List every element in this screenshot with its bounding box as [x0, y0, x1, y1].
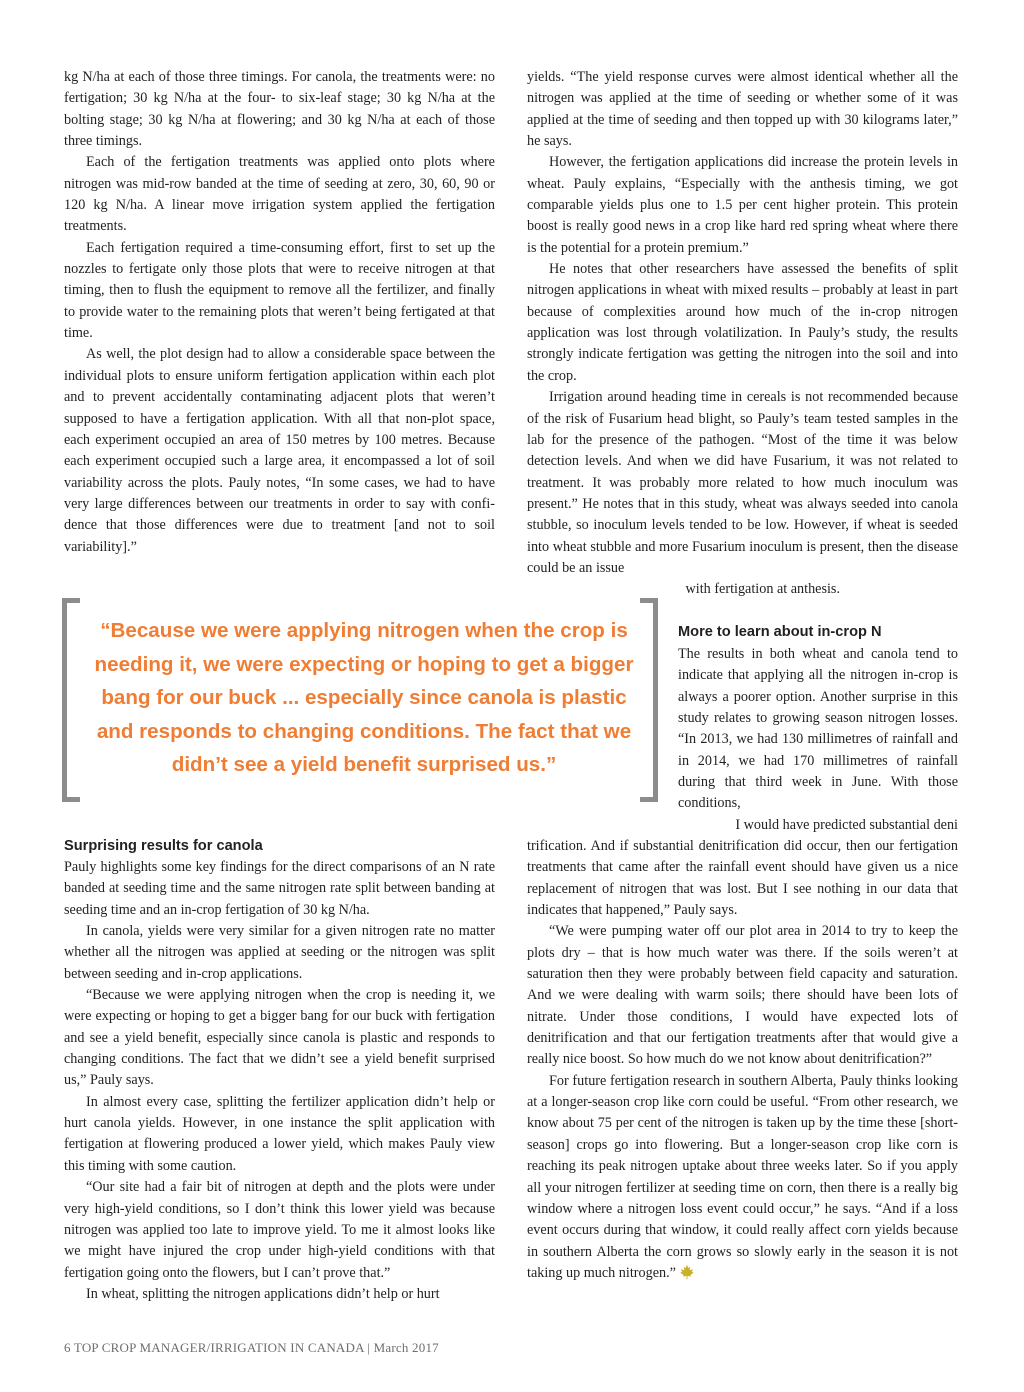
paragraph: “Because we were applying nitrogen when the crop is needing it, we were expecting or hoping to get a bigger bang for our buck with fertigation and see a yield benefit, especially since canola is plastic and responds to changing conditions. The fact that we didn’t see a yield benefit surprised us,” Pauly says.: [64, 987, 495, 1089]
paragraph-text: For future fertigation research in southern Alberta, Pauly thinks looking at a longer-season crop like corn could be useful. “From other research, we know about 75 per cent of the nitrogen is taken up by the time these [short-season] crops go into flowering. But a longer-season crop like corn is reaching its peak nitrogen uptake about three weeks later. So if you apply all your nitrogen fertilizer at seeding time on corn, then there is a really big window where a nitrogen loss event could occur,” he says. “And if a loss event occurs during that window, it could really affect corn yields because in southern Alberta the corn grows so slowly early in the season it is not taking up much nitrogen.”: [527, 1072, 958, 1281]
left-column-top: [64, 67, 495, 558]
left-column-bottom: [64, 836, 495, 1305]
section-heading-more-to-learn: More to learn about in-crop N: [678, 624, 882, 640]
maple-leaf-icon: [679, 1264, 695, 1280]
paragraph: The results in both wheat and canola tend to indicate that applying all the nitrogen in-crop is always a poorer option. Another surprise in this study relates to growing season nitrogen losses. “In 2013, we had 130 millimetres of rainfall and in 2014, we had 170 millimetres of rainfall during that third week in June. With those conditions,: [678, 646, 958, 812]
paragraph: “We were pumping water off our plot area in 2014 to try to keep the plots dry – that is how much water was there. If the soils weren’t at saturation then they were probably between field capacity and saturation. And we were dealing with warm soils; there should have been lots of nitrate. Under those conditions, I would have expected lots of denitrification and that our fertigation treatments after that would give a really nice boost. So how much do we not know about denitrification?”: [527, 923, 958, 1068]
paragraph: yields. “The yield response curves were almost identical whether all the nitrogen was applied at the time of seeding or whether some of it was applied at the time of seeding and then topped up with 30 kilograms later,” he says.: [527, 69, 958, 150]
paragraph: kg N/ha at each of those three timings. For canola, the treatments were: no fertigation; 30 kg N/ha at the four- to six-leaf stage; 30 kg N/ha at the bolting stage; 30 kg N/ha at flowering; and 30 kg N/ha at each of those three timings.: [64, 69, 495, 150]
paragraph: As well, the plot design had to allow a considerable space between the individual plots to ensure uniform fertigation application within each plot and to prevent accidentally contaminating adjacent plots that weren’t supposed to have a fertigation application. With all that non-plot space, each experiment occupied an area of 150 metres by 100 metres. Because each experiment occupied such a large area, it encompassed a lot of soil variability across the plots. Pauly notes, “In some cases, we had to have very large differences between our treatments in order to say with confidence that those differences were due to treatment [and not to soil variability].”: [64, 346, 495, 555]
paragraph: Irrigation around heading time in cereals is not recommended because of the risk of Fusarium head blight, so Pauly’s team tested samples in the lab for the presence of the pathogen. “Most of the time it was below detection levels. And when we did have Fusarium, it was not related to treatment. It was probably more related to how much inoculum was present.” He notes that in this study, wheat was always seeded into canola stubble, so inoculum levels tended to be low. However, if wheat is seeded into wheat stubble and more Fusarium inoculum is present, then the disease could be an issue: [527, 389, 958, 576]
paragraph: He notes that other researchers have assessed the benefits of split nitrogen applications in wheat with mixed results – probably at least in part because of complexities around how much of the in-crop nitrogen application was lost through volatilization. In Pauly’s study, the results strongly indicate fertigation was getting the nitrogen into the soil and into the crop.: [527, 261, 958, 384]
right-column-bottom: [527, 836, 958, 1284]
right-column-middle: [678, 622, 958, 836]
paragraph: Each fertigation required a time-consuming effort, first to set up the nozzles to fertigate only those plots that were to receive nitrogen at that timing, then to flush the equipment to remove all the fertilizer, and finally to provide water to the remaining plots that weren’t being fertigated at that time.: [64, 239, 495, 342]
section-heading-canola: Surprising results for canola: [64, 838, 263, 854]
pull-quote: [62, 598, 658, 804]
paragraph: trification. And if substantial denitrification did occur, then our fertigation treatments that came after the rainfall event should have given us a nice replacement of nitrogen that was lost. But I see nothing in our data that indicates that happened,” Pauly says.: [527, 838, 958, 919]
paragraph: “Our site had a fair bit of nitrogen at depth and the plots were under very high-yield conditions, so I don’t think this lower yield was because nitrogen was applied too late to improve yield. To me it almost looks like we might have injured the crop under high-yield conditions with that fertigation going onto the flowers, but I can’t prove that.”: [64, 1179, 495, 1281]
paragraph: Each of the fertigation treatments was applied onto plots where nitrogen was mid-row banded at the time of seeding at zero, 30, 60, 90 or 120 kg N/ha. A linear move irrigation system applied the fertigation treatments.: [64, 154, 495, 235]
right-bracket-icon: [640, 598, 658, 802]
paragraph: However, the fertigation applications did increase the protein levels in wheat. Pauly explains, “Especially with the anthesis timing, we got comparable yields plus one to 1.5 per cent higher protein. This protein boost is really good news in a crop like hard red spring wheat where there is the potential for a protein premium.”: [527, 154, 958, 256]
right-column-top: [527, 67, 958, 601]
paragraph: In almost every case, splitting the fertilizer application didn’t help or hurt canola yields. However, in one instance the split application with fertigation at flowering produced a lower yield, which makes Pauly view this timing with some caution.: [64, 1093, 495, 1174]
pull-quote-text: “Because we were applying nitrogen when the crop is needing it, we were expecting or hoping to get a bigger bang for our buck ... especially since canola is plastic and responds to changing conditions. The fact that we didn’t see a yield benefit surprised us.”: [94, 619, 634, 777]
paragraph: Pauly highlights some key findings for the direct comparisons of an N rate banded at seeding time and the same nitrogen rate split between banding at seeding time and an in-crop fertigation of 30 kg N/ha.: [64, 859, 495, 918]
paragraph-tail: with fertigation at anthesis.: [685, 581, 840, 598]
paragraph-final: [527, 1071, 958, 1284]
paragraph-line: I would have predicted substantial deni: [735, 816, 958, 833]
left-bracket-icon: [62, 598, 80, 802]
paragraph: In canola, yields were very similar for a given nitrogen rate no matter whether all the nitrogen was applied at seeding or the nitrogen was split between seeding and in-crop applications.: [64, 923, 495, 982]
paragraph: In wheat, splitting the nitrogen applications didn’t help or hurt: [86, 1285, 440, 1302]
page-footer: 6 TOP CROP MANAGER/IRRIGATION IN CANADA | March 2017: [64, 1340, 439, 1355]
